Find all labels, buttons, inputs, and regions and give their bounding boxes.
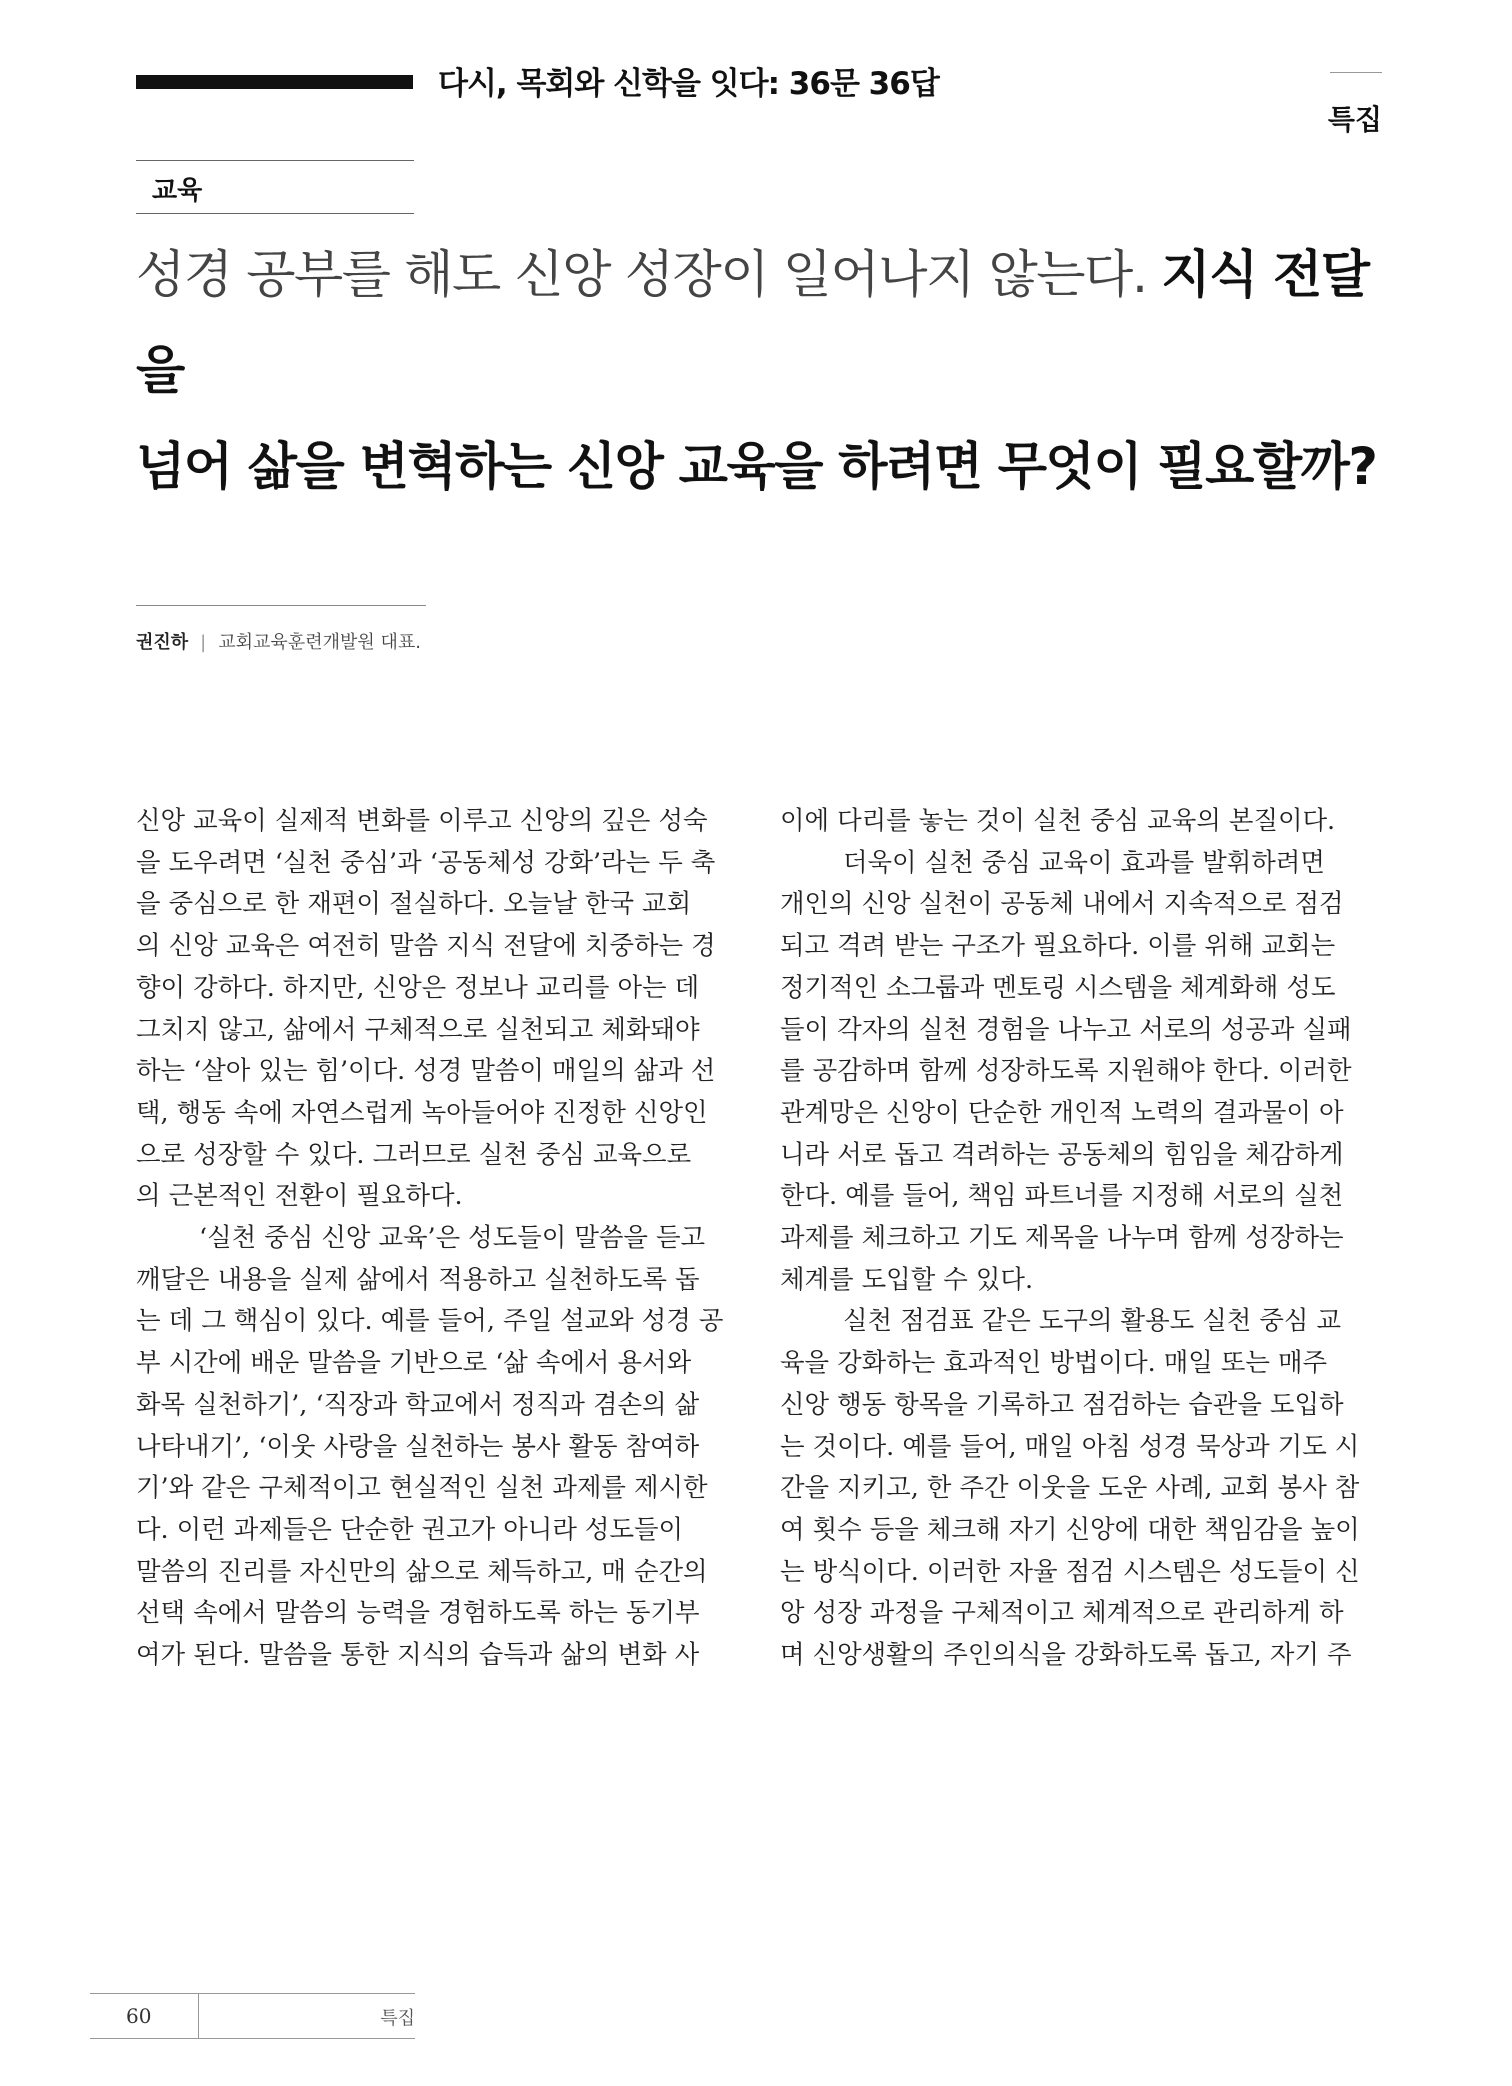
body-line: 한다. 예를 들어, 책임 파트너를 지정해 서로의 실천 [780, 1180, 1344, 1211]
body-line: 과제를 체크하고 기도 제목을 나누며 함께 성장하는 [780, 1222, 1344, 1253]
footer-divider [198, 1994, 199, 2038]
body-line-indented [136, 1217, 739, 1259]
body-line: 를 공감하며 함께 성장하도록 지원해야 한다. 이러한 [780, 1055, 1352, 1086]
footer-rule-top [90, 1993, 415, 1994]
body-line: 기’와 같은 구체적이고 현실적인 실천 과제를 제시한 [136, 1472, 708, 1503]
body-line-text: 더욱이 실천 중심 교육이 효과를 발휘하려면 [843, 846, 1325, 877]
body-line: 여가 된다. 말씀을 통한 지식의 습득과 삶의 변화 사 [136, 1639, 700, 1670]
body-line: 으로 성장할 수 있다. 그러므로 실천 중심 교육으로 [136, 1138, 692, 1169]
body-line: 되고 격려 받는 구조가 필요하다. 이를 위해 교회는 [780, 930, 1336, 961]
body-line: 신앙 교육이 실제적 변화를 이루고 신앙의 깊은 성숙 [136, 805, 708, 835]
series-title: 다시, 목회와 신학을 잇다: 36문 36답 [438, 66, 939, 102]
body-line: 며 신앙생활의 주인의식을 강화하도록 돕고, 자기 주 [780, 1639, 1352, 1670]
body-line: 택, 행동 속에 자연스럽게 녹아들어야 진정한 신앙인 [136, 1096, 708, 1127]
body-line: 는 데 그 핵심이 있다. 예를 들어, 주일 설교와 성경 공 [136, 1305, 724, 1336]
body-line-indented [780, 842, 1383, 884]
page-number: 60 [126, 2004, 152, 2028]
body-line: 부 시간에 배운 말씀을 기반으로 ‘삶 속에서 용서와 [136, 1347, 692, 1378]
body-line: 신앙 행동 항목을 기록하고 점검하는 습관을 도입하 [780, 1388, 1344, 1419]
body-line: 깨달은 내용을 실제 삶에서 적용하고 실천하도록 돕 [136, 1263, 700, 1294]
body-line: 육을 강화하는 효과적인 방법이다. 매일 또는 매주 [780, 1347, 1328, 1378]
headline-bold-1: 지식 전달을 [136, 246, 1369, 401]
body-line: 다. 이런 과제들은 단순한 권고가 아니라 성도들이 [136, 1513, 684, 1544]
body-line: 정기적인 소그룹과 멘토링 시스템을 체계화해 성도 [780, 971, 1336, 1002]
body-column-right [780, 800, 1383, 1676]
body-line-text: 실천 점검표 같은 도구의 활용도 실천 중심 교 [843, 1305, 1341, 1336]
body-line: 니라 서로 돕고 격려하는 공동체의 힘임을 체감하게 [780, 1138, 1344, 1169]
body-line: 의 신앙 교육은 여전히 말씀 지식 전달에 치중하는 경 [136, 930, 716, 961]
headline-bold-2: 넘어 삶을 변혁하는 신앙 교육을 하려면 무엇이 필요할까? [136, 438, 1377, 497]
body-line: 화목 실천하기’, ‘직장과 학교에서 정직과 겸손의 삶 [136, 1388, 700, 1419]
author-name: 권진하 [136, 632, 189, 653]
body-line: 의 근본적인 전환이 필요하다. [136, 1180, 463, 1211]
body-line: 간을 지키고, 한 주간 이웃을 도운 사례, 교회 봉사 참 [780, 1472, 1360, 1503]
body-line: 개인의 신앙 실천이 공동체 내에서 지속적으로 점검 [780, 888, 1344, 919]
body-line: 을 중심으로 한 재편이 절실하다. 오늘날 한국 교회 [136, 888, 692, 919]
body-column-left [136, 800, 739, 1676]
body-line: 체계를 도입할 수 있다. [780, 1263, 1034, 1294]
header-bar [136, 75, 413, 89]
body-line: 나타내기’, ‘이웃 사랑을 실천하는 봉사 활동 참여하 [136, 1430, 700, 1461]
body-line: 는 것이다. 예를 들어, 매일 아침 성경 묵상과 기도 시 [780, 1430, 1360, 1461]
author-affiliation: 교회교육훈련개발원 대표. [218, 632, 421, 653]
body-line-indented [780, 1300, 1383, 1342]
header-right-rule [1330, 72, 1382, 73]
headline-light: 성경 공부를 해도 신앙 성장이 일어나지 않는다. [136, 246, 1162, 305]
body-line: 말씀의 진리를 자신만의 삶으로 체득하고, 매 순간의 [136, 1555, 708, 1586]
headline [136, 228, 1386, 516]
body-line: 이에 다리를 놓는 것이 실천 중심 교육의 본질이다. [780, 805, 1336, 835]
body-line: 여 횟수 등을 체크해 자기 신앙에 대한 책임감을 높이 [780, 1513, 1360, 1544]
body-line: 는 방식이다. 이러한 자율 점검 시스템은 성도들이 신 [780, 1555, 1360, 1586]
body-line: 앙 성장 과정을 구체적이고 체계적으로 관리하게 하 [780, 1597, 1344, 1628]
category-rule-top [136, 160, 414, 161]
author-separator: | [200, 632, 207, 653]
footer-rule-bottom [90, 2038, 415, 2039]
category-rule-bottom [136, 213, 414, 214]
footer-section-label: 특집 [380, 2008, 415, 2029]
author-rule [136, 605, 426, 606]
body-line-text: ‘실천 중심 신앙 교육’은 성도들이 말씀을 듣고 [199, 1222, 706, 1253]
body-line: 을 도우려면 ‘실천 중심’과 ‘공동체성 강화’라는 두 축 [136, 846, 716, 877]
body-line: 선택 속에서 말씀의 능력을 경험하도록 하는 동기부 [136, 1597, 700, 1628]
body-line: 향이 강하다. 하지만, 신앙은 정보나 교리를 아는 데 [136, 971, 700, 1002]
body-line: 하는 ‘살아 있는 힘’이다. 성경 말씀이 매일의 삶과 선 [136, 1055, 716, 1086]
section-tag: 특집 [1327, 103, 1382, 136]
author-line [136, 628, 421, 654]
body-line: 관계망은 신앙이 단순한 개인적 노력의 결과물이 아 [780, 1096, 1344, 1127]
body-line: 들이 각자의 실천 경험을 나누고 서로의 성공과 실패 [780, 1013, 1352, 1044]
category-label: 교육 [152, 176, 203, 206]
body-line: 그치지 않고, 삶에서 구체적으로 실천되고 체화돼야 [136, 1013, 700, 1044]
